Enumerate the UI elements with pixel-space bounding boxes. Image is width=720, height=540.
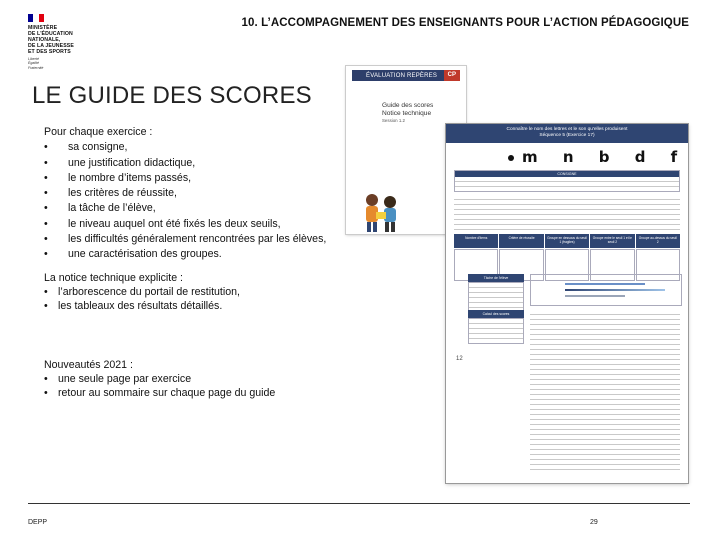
exercise-header [446,124,688,143]
list-item: • une justification didactique, [44,156,326,171]
task-box [468,274,524,312]
ministry-name-line: MINISTÈRE [28,25,58,31]
thumbnail-page-number: 12 [456,356,463,362]
table-header: Groupe entre le seuil 1 et le seuil 2 [590,234,634,248]
chart-bar [565,295,625,297]
section-exercise-contents [44,125,326,263]
bullet-list [44,372,275,400]
chart-bar [565,289,665,291]
list-item: • une seule page par exercice [44,372,275,386]
bullet-list [44,285,240,313]
exercise-title: Connaître le nom des lettres et le son qu'elles produisent [506,127,628,132]
guide-page-thumbnail [446,124,688,483]
cover-band-text: ÉVALUATION REPÈRES [366,72,438,79]
cover-title-line: Notice technique [382,109,432,117]
motto-line: Liberté [28,57,39,61]
score-calc-lines [468,318,524,344]
list-item: • le niveau auquel ont été fixés les deux seuils, [44,217,326,232]
list-item: • les critères de réussite, [44,186,326,201]
consigne-label: CONSIGNE [455,171,679,177]
slide-title: LE GUIDE DES SCORES [32,82,312,109]
cover-title-line: Guide des scores [382,102,434,109]
table-header: Critère de réussite [499,234,543,248]
consigne-text-lines [455,177,679,191]
motto-line: Égalité [28,61,39,66]
section-intro: Nouveautés 2021 : [44,359,133,371]
section-news-2021 [44,358,275,400]
ministry-name-line: ET DES SPORTS [28,49,71,55]
list-item: • l’arborescence du portail de restitution, [44,285,240,299]
motto-line: Fraternité [28,65,44,70]
table-header: Groupe en dessous du seuil 1 (fragiles) [545,234,589,248]
list-item: • le nombre d’items passés, [44,171,326,186]
ministry-logo [28,14,92,70]
letters-text: m n b d f [522,148,688,166]
header-title: 10. L’ACCOMPAGNEMENT DES ENSEIGNANTS POUR L’ACTION PÉDAGOGIQUE [241,17,689,29]
list-item: • la tâche de l’élève, [44,201,326,216]
footer-source: DEPP [28,519,48,526]
list-item: • les tableaux des résultats détaillés. [44,299,240,313]
section-intro: La notice technique explicite : [44,272,183,284]
table-header: Nombre d'items [454,234,498,248]
republic-motto [28,57,92,70]
task-box-lines [468,282,524,312]
french-flag-icon [28,14,44,22]
ministry-name-line: NATIONALE, [28,37,61,43]
exercise-letters [446,143,688,168]
cover-band [352,70,460,81]
ministry-name [28,25,92,55]
list-item: • retour au sommaire sur chaque page du guide [44,386,275,400]
consigne-box [454,170,680,192]
level-badge: CP [444,70,460,81]
results-chart [530,274,682,306]
footer-divider [28,503,690,504]
slide-number: 29 [590,519,598,526]
list-item: • une caractérisation des groupes. [44,247,326,262]
bullet-dot-icon [508,155,514,161]
bullet-list [44,140,326,262]
exercise-subtitle: Séquence 5 (Exercice 17) [539,133,595,138]
ministry-name-line: DE L'ÉDUCATION [28,31,73,37]
score-calc-box [468,310,524,344]
group-description-lines [530,310,680,474]
cover-title [382,102,433,125]
children-illustration-icon [358,190,406,234]
list-item: • les difficultés généralement rencontrées par les élèves, [44,232,326,247]
section-intro: Pour chaque exercice : [44,126,153,138]
section-technical-notice [44,271,240,313]
list-item: • sa consigne, [44,140,326,155]
chart-bar [565,283,645,285]
ministry-name-line: DE LA JEUNESSE [28,43,74,49]
justification-text-lines [454,195,680,231]
task-box-label: Tâche de l'élève [468,274,524,282]
cover-subtitle: Session 1.2 [382,118,405,124]
score-calc-label: Calcul des scores [468,310,524,318]
table-header: Groupe au-dessus du seuil 2 [636,234,680,248]
